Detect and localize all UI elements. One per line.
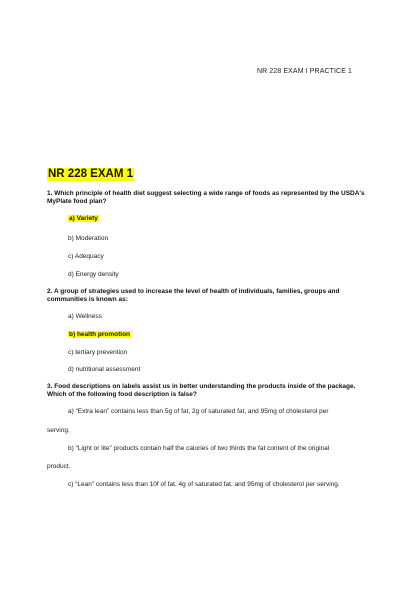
exam-title: NR 228 EXAM 1 xyxy=(48,168,134,180)
question-2-option-b xyxy=(68,331,131,339)
question-2-text: 2. A group of strategies used to increase the level of health of individuals, families, groups and communities is known as: xyxy=(47,288,340,304)
question-3-option-a: a) “Extra lean” contains less than 5g of fat, 2g of saturated fat, and 95mg of cholesterol per xyxy=(68,408,329,415)
question-3-option-a-continuation: serving. xyxy=(47,427,70,434)
question-2-option-c: c) tertiary prevention xyxy=(68,349,128,356)
question-3-option-b-continuation: product. xyxy=(47,463,71,470)
question-2-option-a: a) Wellness xyxy=(68,313,102,320)
question-3-option-c: c) “Lean” contains less than 10f of fat, 4g of saturated fat, and 95mg of cholesterol per serving. xyxy=(68,481,340,488)
question-1-option-c: c) Adequacy xyxy=(68,253,104,260)
question-3-option-b: b) “Light or lite” products contain half the calories of two thirds the fat content of the original xyxy=(68,445,330,452)
question-1-text: 1. Which principle of health diet suggest selecting a wide range of foods as represented by the USDA's MyPlate food plan? xyxy=(47,190,365,206)
highlighted-answer: a) Variety xyxy=(69,215,98,222)
question-1-option-a xyxy=(68,215,99,223)
highlighted-answer: b) health promotion xyxy=(69,331,131,338)
question-3-text: 3. Food descriptions on labels assist us in better understanding the products inside of the package. Which of the following food description is false? xyxy=(47,383,356,399)
running-header: NR 228 EXAM I PRACTICE 1 xyxy=(257,68,352,75)
question-1-option-d: d) Energy density xyxy=(68,271,119,278)
question-1-option-b: b) Moderation xyxy=(68,235,109,242)
question-2-option-d: d) nutritional assessment xyxy=(68,366,141,373)
